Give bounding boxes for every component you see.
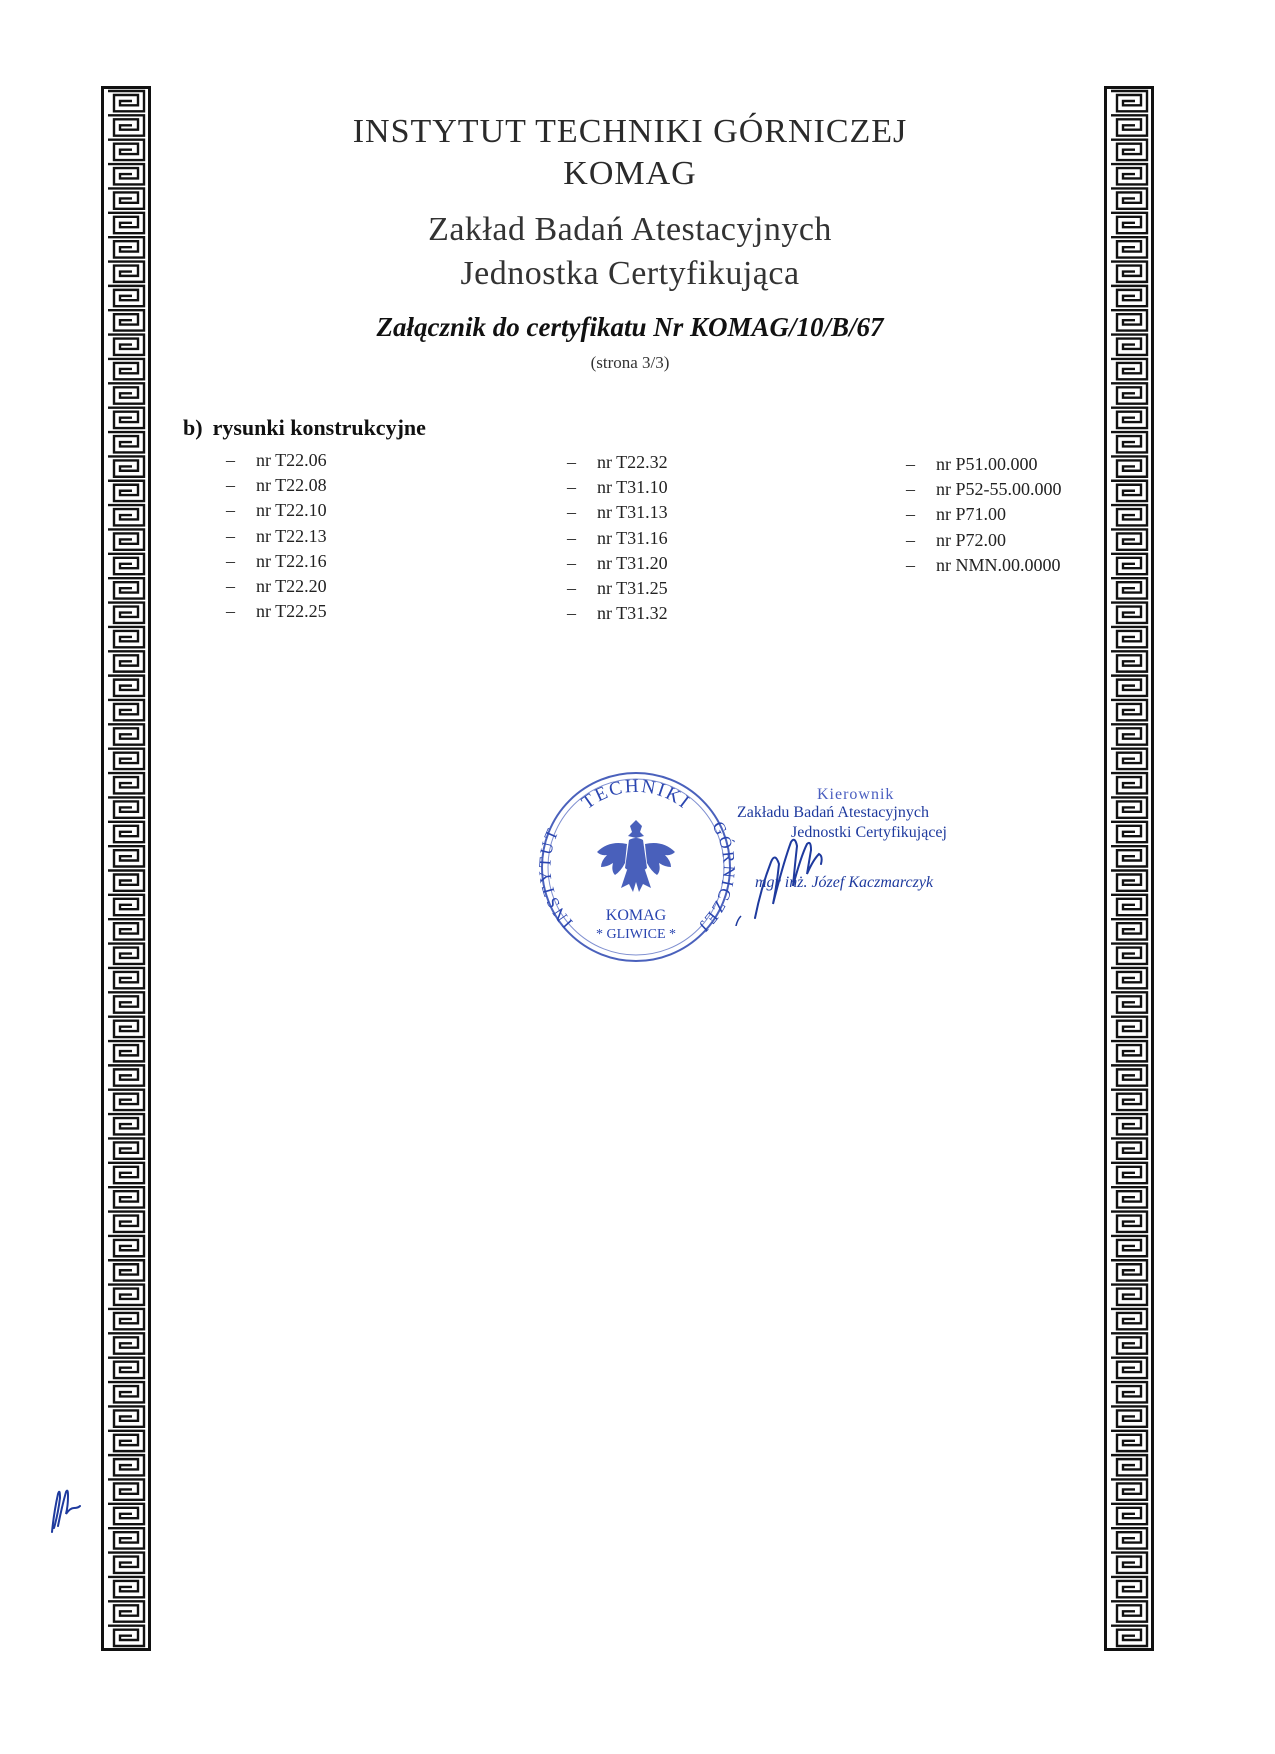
- drawing-list-item: [226, 448, 327, 473]
- list-dash-icon: –: [226, 550, 235, 571]
- svg-text:INSTYTUT: [537, 824, 576, 932]
- drawing-number: nr T22.10: [256, 500, 327, 521]
- list-dash-icon: –: [567, 452, 576, 472]
- drawing-list-column-1: [226, 448, 327, 624]
- stamp-bottom-line2: * GLIWICE *: [595, 927, 677, 942]
- signature-unit: Jednostki Certyfikującej: [791, 824, 947, 841]
- initials-scribble-icon: [38, 1480, 88, 1540]
- drawing-list-item: [226, 599, 327, 624]
- list-dash-icon: –: [906, 454, 915, 474]
- signature-block: [715, 786, 995, 926]
- drawing-list-item: [226, 549, 327, 574]
- drawing-list-item: [567, 526, 668, 551]
- stamp-seal-icon: [537, 768, 735, 966]
- drawing-list-item: [906, 528, 1062, 553]
- list-dash-icon: –: [567, 578, 576, 599]
- drawing-number: nr T22.16: [256, 550, 327, 571]
- drawing-list-item: [226, 498, 327, 523]
- list-dash-icon: –: [226, 601, 235, 622]
- drawing-list-item: [567, 475, 668, 500]
- drawing-number: nr NMN.00.0000: [936, 554, 1061, 575]
- list-dash-icon: –: [226, 500, 235, 521]
- signature-department: Zakładu Badań Atestacyjnych: [737, 804, 929, 821]
- drawing-number: nr T22.08: [256, 475, 327, 496]
- list-dash-icon: –: [567, 527, 576, 548]
- drawing-number: nr T22.25: [256, 601, 327, 622]
- handwritten-signature-icon: [715, 786, 995, 926]
- list-dash-icon: –: [906, 479, 915, 500]
- stamp-right-text: GÓ CZEJ: [693, 818, 735, 937]
- annex-title: Załącznik do certyfikatu Nr KOMAG/10/B/67: [376, 312, 884, 342]
- institute-short-name: KOMAG: [563, 155, 697, 192]
- unit-name: Jednostka Certyfikująca: [460, 255, 800, 292]
- page-label: (strona 3/3): [590, 353, 670, 372]
- drawing-list-item: [906, 553, 1062, 578]
- drawing-list-column-2: [567, 450, 668, 626]
- section-heading: [183, 414, 426, 442]
- drawing-number: nr T22.32: [597, 452, 668, 472]
- department-name: Zakład Badań Atestacyjnych: [428, 211, 832, 248]
- drawing-list-item: [567, 551, 668, 576]
- list-dash-icon: –: [906, 504, 915, 525]
- drawing-number: nr P52-55.00.000: [936, 479, 1062, 500]
- drawing-list-item: [567, 601, 668, 626]
- drawing-number: nr T22.13: [256, 525, 327, 546]
- drawing-number: nr T31.16: [597, 527, 668, 548]
- drawing-number: nr P71.00: [936, 504, 1007, 525]
- drawing-number: nr T31.10: [597, 477, 668, 498]
- drawing-number: nr T31.32: [597, 603, 668, 624]
- drawing-list-item: [567, 576, 668, 601]
- drawing-number: nr P72.00: [936, 529, 1007, 550]
- drawing-list-item: [906, 452, 1062, 477]
- list-dash-icon: –: [906, 554, 915, 575]
- handwritten-initials: [38, 1480, 88, 1545]
- list-dash-icon: –: [567, 502, 576, 523]
- drawing-number: nr T31.13: [597, 502, 668, 523]
- greek-key-border-left: [101, 86, 151, 1651]
- drawing-number: nr T31.20: [597, 552, 668, 573]
- drawing-number: nr T22.20: [256, 576, 327, 597]
- list-dash-icon: –: [226, 576, 235, 597]
- greek-key-pattern-icon: [104, 89, 148, 1648]
- official-stamp: [537, 768, 735, 966]
- stamp-bottom-line1: KOMAG: [605, 907, 667, 924]
- institute-name: INSTYTUT TECHNIKI GÓRNICZEJ: [352, 113, 908, 150]
- stamp-left-text: INSTYTUT: [537, 824, 577, 933]
- drawing-number: nr T22.06: [256, 450, 327, 470]
- drawing-list-item: [226, 524, 327, 549]
- list-dash-icon: –: [226, 450, 235, 470]
- drawing-list-item: [906, 477, 1062, 502]
- drawing-list-item: [567, 450, 668, 475]
- greek-key-pattern-icon: [1107, 89, 1151, 1648]
- drawing-list-item: [567, 500, 668, 525]
- signature-name: mgr inż. Józef Kaczmarczyk: [755, 874, 934, 891]
- list-dash-icon: –: [226, 525, 235, 546]
- list-dash-icon: –: [567, 552, 576, 573]
- drawing-number: nr P51.00.000: [936, 454, 1038, 474]
- list-dash-icon: –: [226, 475, 235, 496]
- list-dash-icon: –: [567, 477, 576, 498]
- stamp-top-text: TECHNIKI: [577, 775, 695, 814]
- list-dash-icon: –: [567, 603, 576, 624]
- drawing-list-item: [226, 473, 327, 498]
- drawing-list-item: [226, 574, 327, 599]
- section-label: b): [183, 415, 203, 440]
- list-dash-icon: –: [906, 529, 915, 550]
- drawing-number: nr T31.25: [597, 578, 668, 599]
- eagle-emblem-icon: [597, 820, 675, 892]
- signature-title: Kierownik: [817, 786, 895, 803]
- drawing-list-item: [906, 502, 1062, 527]
- drawing-list-column-3: [906, 452, 1062, 578]
- greek-key-border-right: [1104, 86, 1154, 1651]
- section-title: rysunki konstrukcyjne: [212, 415, 426, 440]
